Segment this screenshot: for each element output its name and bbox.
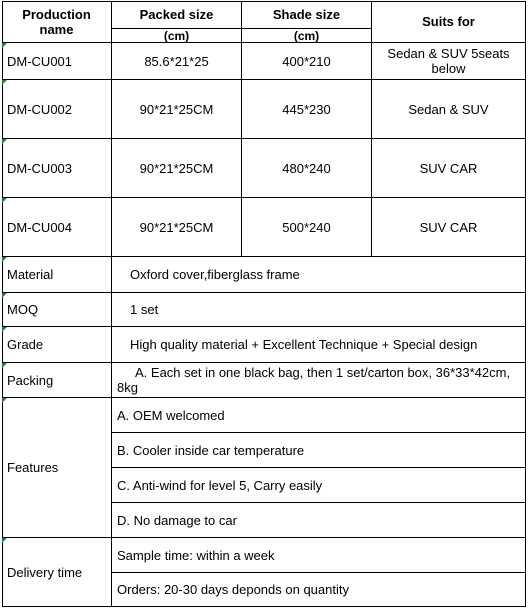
table-row-2-name: DM-CU002 [2, 80, 112, 139]
header-suits-for: Suits for [372, 1, 526, 43]
delivery-order-time: Orders: 20-30 days deponds on quantity [112, 573, 526, 607]
cell-marker-icon [2, 293, 7, 298]
cell-marker-icon [2, 363, 7, 368]
header-production-line1: Production [22, 6, 91, 22]
delivery-sample-time: Sample time: within a week [112, 538, 526, 573]
moq-label: MOQ [2, 293, 112, 327]
feature-item-c: C. Anti-wind for level 5, Carry easily [112, 468, 526, 503]
cell-marker-icon [2, 80, 7, 85]
table-row-4-name: DM-CU004 [2, 198, 112, 257]
packing-label: Packing [2, 363, 112, 398]
table-row-4-packed: 90*21*25CM [112, 198, 242, 257]
features-label: Features [2, 398, 112, 538]
table-row-3-shade: 480*240 [242, 139, 372, 198]
table-row-3-name: DM-CU003 [2, 139, 112, 198]
table-row-4-suits: SUV CAR [372, 198, 526, 257]
cell-marker-icon [2, 139, 7, 144]
table-row-4-shade: 500*240 [242, 198, 372, 257]
header-packed-unit: (cm) [112, 29, 242, 43]
material-value: Oxford cover,fiberglass frame [112, 257, 526, 293]
table-row-2-packed: 90*21*25CM [112, 80, 242, 139]
cell-marker-icon [2, 43, 7, 48]
material-label: Material [2, 257, 112, 293]
grade-label: Grade [2, 327, 112, 363]
cell-marker-icon [2, 538, 7, 543]
feature-item-b: B. Cooler inside car temperature [112, 433, 526, 468]
header-shade-size: Shade size [242, 1, 372, 29]
table-row-1-suits: Sedan & SUV 5seats below [372, 43, 526, 80]
grade-value: High quality material + Excellent Technique + Special design [112, 327, 526, 363]
table-row-1-name: DM-CU001 [2, 43, 112, 80]
delivery-label: Delivery time [2, 538, 112, 607]
table-row-3-packed: 90*21*25CM [112, 139, 242, 198]
cell-marker-icon [2, 257, 7, 262]
product-spec-table [2, 1, 526, 607]
moq-value: 1 set [112, 293, 526, 327]
table-row-3-suits: SUV CAR [372, 139, 526, 198]
header-production-name [2, 1, 112, 43]
cell-marker-icon [2, 198, 7, 203]
table-row-1-shade: 400*210 [242, 43, 372, 80]
table-row-1-packed: 85.6*21*25 [112, 43, 242, 80]
header-production-line2: name [39, 21, 74, 37]
feature-item-a: A. OEM welcomed [112, 398, 526, 433]
packing-value: A. Each set in one black bag, then 1 set/carton box, 36*33*42cm, 8kg [112, 363, 526, 398]
header-packed-size: Packed size [112, 1, 242, 29]
cell-marker-icon [2, 327, 7, 332]
cell-marker-icon [2, 398, 7, 403]
table-row-2-suits: Sedan & SUV [372, 80, 526, 139]
header-shade-unit: (cm) [242, 29, 372, 43]
feature-item-d: D. No damage to car [112, 503, 526, 538]
table-row-2-shade: 445*230 [242, 80, 372, 139]
